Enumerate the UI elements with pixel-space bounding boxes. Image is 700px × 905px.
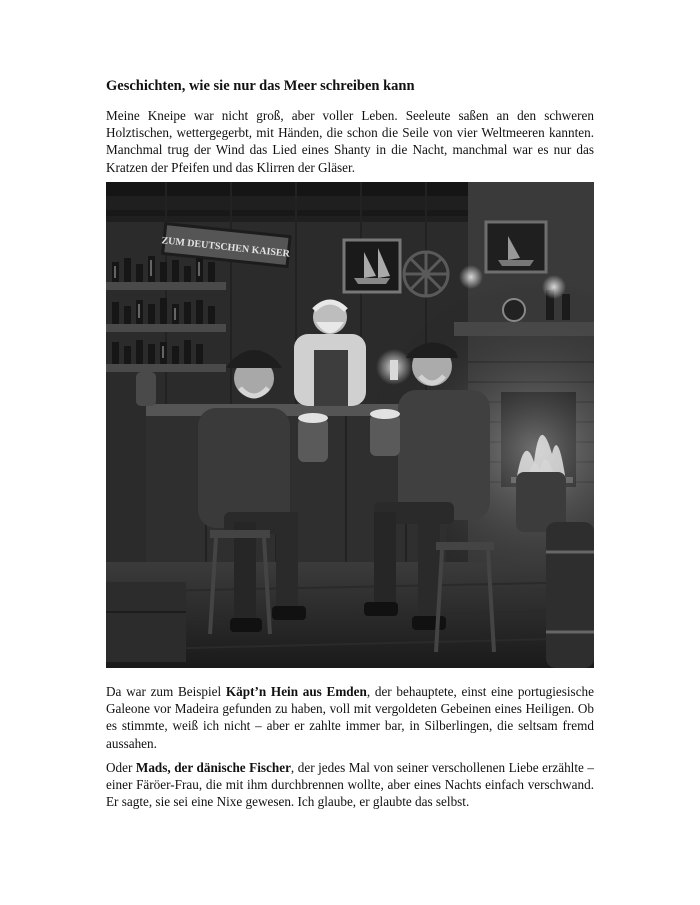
paragraph-hein-after: , der behauptete, einst eine portugiesische Galeone vor Madeira gefunden zu haben, voll mit vergoldeten Gebeinen eines Heiligen. Ob es stimmte, weiß ich nicht – aber er zahlte immer bar, in Silberlingen, die seltsam fremd aussahen.: [106, 684, 594, 751]
paragraph-mads: [106, 759, 594, 811]
paragraph-hein-name: Käpt’n Hein aus Emden: [225, 684, 367, 699]
paragraph-hein: [106, 683, 594, 752]
tavern-photo: [106, 182, 594, 668]
document-title: Geschichten, wie sie nur das Meer schreiben kann: [106, 78, 415, 94]
paragraph-mads-after: , der jedes Mal von seiner verschollenen Liebe erzählte – einer Färöer-Frau, die mit ihm durchbrennen wollte, aber eines Nachts einfach verschwand. Er sagte, sie sei eine Nixe gewesen. Ich glaube, er glaubte das selbst.: [106, 760, 594, 810]
paragraph-mads-before: Oder: [106, 760, 136, 775]
paragraph-intro: Meine Kneipe war nicht groß, aber voller Leben. Seeleute saßen an den schweren Holztischen, wettergegerbt, mit Händen, die schon die Seile von vier Weltmeeren kannten. Manchmal trug der Wind das Lied eines Shanty in die Nacht, manchmal war es nur das Kratzen der Pfeifen und das Klirren der Gläser.: [106, 108, 594, 175]
paragraph-mads-name: Mads, der dänische Fischer: [135, 760, 291, 775]
paragraph-hein-before: Da war zum Beispiel: [106, 684, 226, 699]
